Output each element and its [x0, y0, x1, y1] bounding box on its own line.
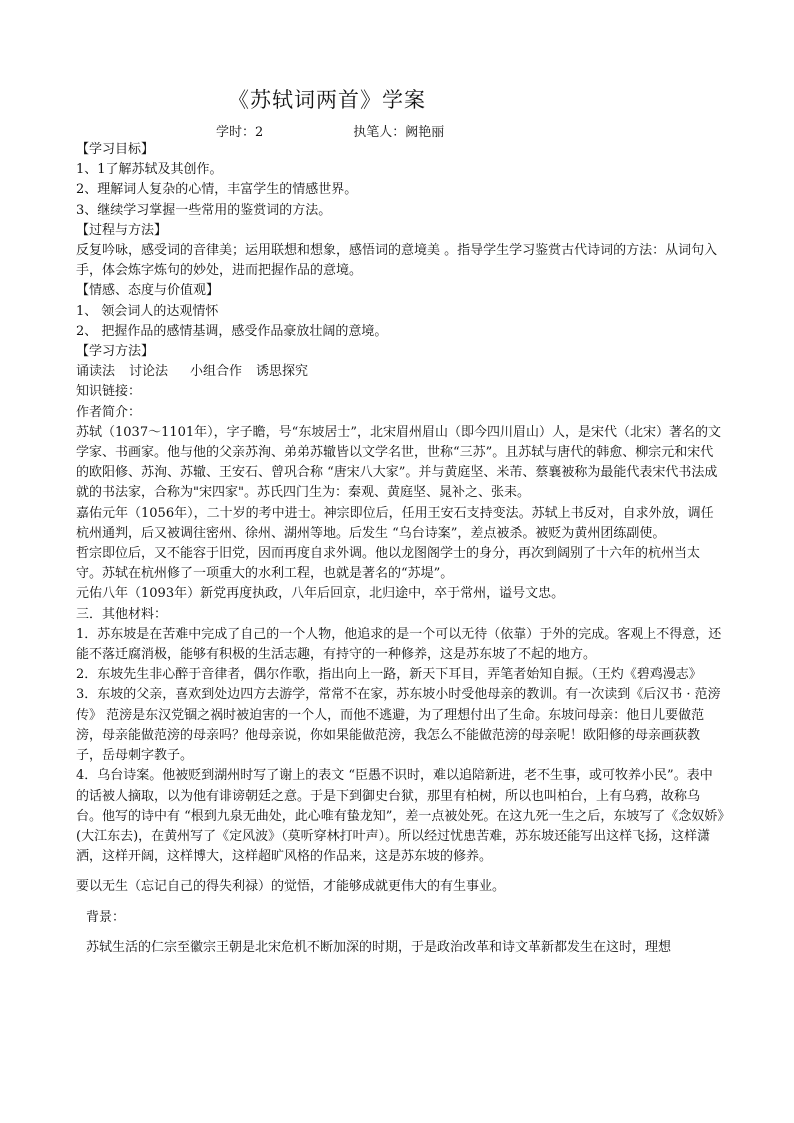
method-item: 诱思探究 [256, 364, 309, 380]
author-paragraph: 嘉佑元年（1056年），二十岁的考中进士。神宗即位后，任用王安石支持变法。苏轼上书反对，自求外放，调任杭州通判，后又被调往密州、徐州、湖州等地。后发生 “乌台诗案”，差点被杀。被贬为黄州团练副使。 [76, 505, 714, 541]
method-item: 讨论法 [129, 364, 169, 380]
class-hours: 学时：2 [216, 125, 264, 140]
document-body [76, 140, 724, 958]
emotion-item: 1、 领会词人的达观情怀 [76, 303, 219, 319]
method-item: 诵读法 [76, 364, 116, 380]
background-text: 苏轼生活的仁宗至徽宗王朝是北宋危机不断加深的时期，于是政治改革和诗文革新都发生在这时，理想 [86, 939, 672, 955]
method-item: 小组合作 [190, 364, 243, 380]
objective-item: 2、理解词人复杂的心情，丰富学生的情感世界。 [76, 182, 358, 198]
closing-statement: 要以无生（忘记自己的得失利禄）的觉悟，才能够成就更伟大的有生事业。 [76, 879, 506, 895]
author-credit: 执笔人：阙艳丽 [353, 125, 445, 140]
author-paragraph: 哲宗即位后，又不能容于旧党，因而再度自求外调。他以龙图阁学士的身分，再次到阔别了十六年的杭州当太守。苏轼在杭州修了一项重大的水利工程，也就是著名的“苏堤”。 [76, 546, 701, 582]
material-item: 1．苏东坡是在苦难中完成了自己的一个人物，他追求的是一个可以无待（依靠）于外的完成。客观上不得意，还能不落迁腐消极，能够有积极的生活志趣，有持守的一种修养，这是苏东坡了不起的地方。 [76, 626, 722, 663]
emotion-item: 2、 把握作品的感情基调，感受作品豪放壮阔的意境。 [76, 323, 388, 339]
methods-list [76, 362, 724, 382]
author-paragraph: 元佑八年（1093年）新党再度执政，八年后回京，北归途中，卒于常州，谥号文忠。 [76, 586, 565, 602]
author-intro-label: 作者简介： [76, 404, 142, 420]
other-materials-heading: 三．其他材料： [76, 606, 168, 622]
process-heading: 【过程与方法】 [76, 222, 168, 238]
methods-heading: 【学习方法】 [76, 344, 155, 360]
material-item: 2．东坡先生非心醉于音律者，偶尔作歌，指出向上一路，新天下耳目，弄笔者始知自振。（王灼《碧鸡漫志》 [76, 667, 702, 683]
author-paragraph: 苏轼（1037～1101年），字子瞻，号“东坡居士”，北宋眉州眉山（即今四川眉山）人，是宋代（北宋）著名的文学家、书画家。他与他的父亲苏洵、弟弟苏辙皆以文学名世，世称“三苏”。且苏轼与唐代的韩愈、柳宗元和宋代的欧阳修、苏洵、苏辙、王安石、曾巩合称 “唐宋八大家”。并与黄庭坚、米芾、蔡襄被称为最能代表宋代书法成就的书法家，合称为"宋四家"。苏氏四门生为：秦观、黄庭坚、晁补之、张耒。 [76, 424, 721, 501]
process-text: 反复吟咏，感受词的音律美；运用联想和想象，感悟词的意境美 。指导学生学习鉴赏古代诗词的方法：从词句入手，体会炼字炼句的妙处，进而把握作品的意境。 [76, 243, 718, 279]
knowledge-label: 知识链接： [76, 384, 142, 400]
background-label: 背景： [86, 909, 126, 925]
objectives-heading: 【学习目标】 [76, 142, 155, 157]
material-item: 3．东坡的父亲，喜欢到处边四方去游学，常常不在家，苏东坡小时受他母亲的教训。有一次读到《后汉书 · 范滂传》 范滂是东汉党锢之祸时被迫害的一个人，而他不逃避，为了理想付出了生命。东坡问母亲：他日儿要做范滂，母亲能做范滂的母亲吗？他母亲说，你如果能做范滂，我怎么不能做范滂的母亲呢！欧阳修的母亲画荻教子，岳母刺字教子。 [76, 687, 721, 764]
objective-item: 1、1了解苏轼及其创作。 [76, 162, 223, 178]
document-title: 《苏轼词两首》学案 [228, 88, 426, 112]
material-item: 4．乌台诗案。他被贬到湖州时写了谢上的表文 “臣愚不识时，难以追陪新进，老不生事，或可牧养小民”。表中的话被人摘取，以为他有诽谤朝廷之意。于是下到御史台狱，那里有柏树，所以也叫柏台，上有乌鸦，故称乌台。他写的诗中有 “根到九泉无曲处，此心唯有蛰龙知”，差一点被处死。在这九死一生之后，东坡写了《念奴娇》(大江东去)，在黄州写了《定风波》（莫听穿林打叶声）。所以经过忧患苦难，苏东坡还能写出这样飞扬，这样潇洒，这样开阔，这样博大，这样超旷风格的作品来，这是苏东坡的修养。 [76, 768, 724, 865]
emotion-heading: 【情感、态度与价值观】 [76, 283, 220, 299]
objective-item: 3、继续学习掌握一些常用的鉴赏词的方法。 [76, 202, 332, 218]
document-meta [216, 121, 444, 140]
